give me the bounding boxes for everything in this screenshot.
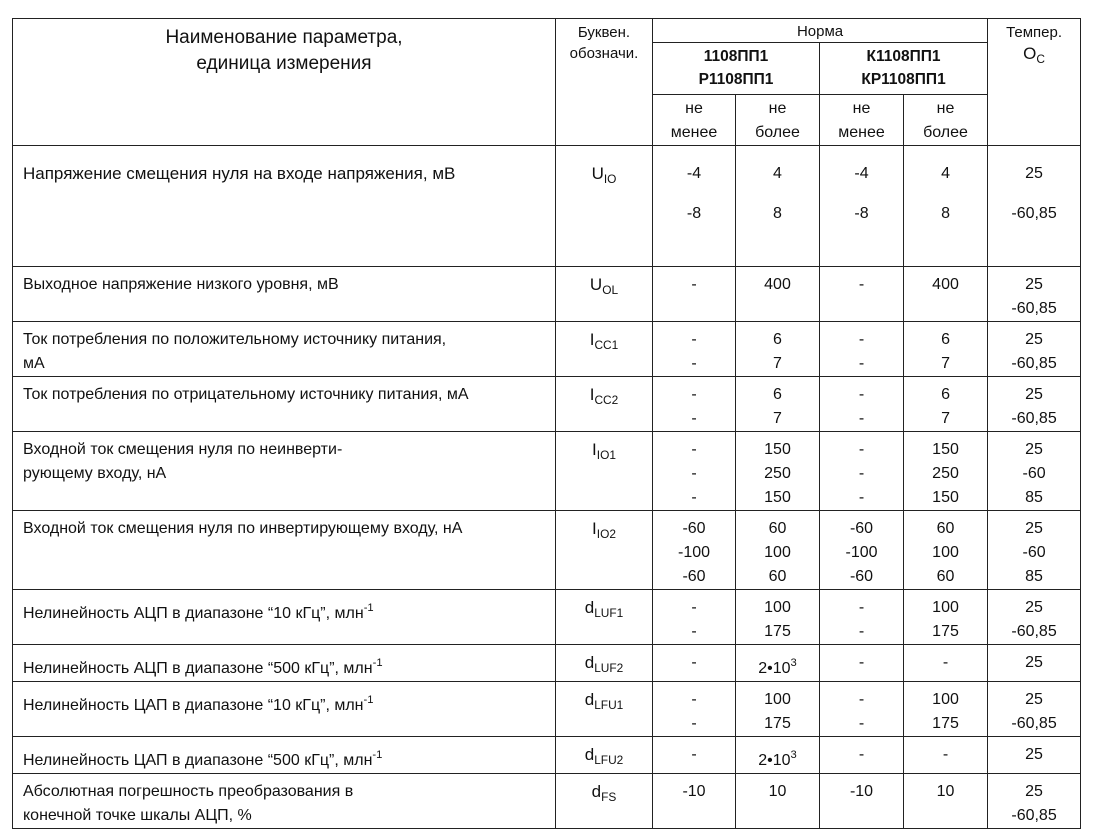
- table-row: [13, 590, 1081, 645]
- header-max-2: не более: [904, 95, 988, 146]
- min-value-2: -4 -8: [820, 146, 904, 267]
- min-value-1: -4 -8: [653, 146, 736, 267]
- temperature-value: 25 -60,85: [988, 774, 1081, 829]
- max-value-2: 400: [904, 267, 988, 322]
- table-row: [13, 774, 1081, 829]
- min-value-1: -: [653, 645, 736, 682]
- max-value-2: 6 7: [904, 322, 988, 377]
- table-row: [13, 511, 1081, 590]
- temperature-value: 25: [988, 737, 1081, 774]
- header-temperature-unit: $O_C$: [1023, 44, 1045, 66]
- parameter-name: Напряжение смещения нуля на входе напряжения, мВ: [13, 146, 556, 267]
- symbol: $d_{FS}$: [556, 774, 653, 829]
- max-value-2: -: [904, 645, 988, 682]
- parameter-name: Нелинейность ЦАП в диапазоне “500 кГц”, млн$^{-1}$: [13, 737, 556, 774]
- min-value-2: -10: [820, 774, 904, 829]
- min-value-1: - -: [653, 590, 736, 645]
- max-value-2: 60 100 60: [904, 511, 988, 590]
- header-max-1: не более: [736, 95, 820, 146]
- max-value-1: 6 7: [736, 322, 820, 377]
- max-value-1: 100 175: [736, 682, 820, 737]
- max-value-2: 6 7: [904, 377, 988, 432]
- table-row: [13, 146, 1081, 267]
- symbol: $d_{LUF1}$: [556, 590, 653, 645]
- temperature-value: 25 -60,85: [988, 682, 1081, 737]
- header-parameter-line1: Наименование параметра,: [165, 27, 403, 48]
- symbol: $d_{LFU1}$: [556, 682, 653, 737]
- min-value-2: -: [820, 737, 904, 774]
- min-value-1: -: [653, 737, 736, 774]
- parameter-name: Нелинейность АЦП в диапазоне “10 кГц”, млн$^{-1}$: [13, 590, 556, 645]
- min-value-2: - -: [820, 377, 904, 432]
- header-temperature: [988, 19, 1081, 146]
- header-symbol-line2: обозначи.: [569, 45, 639, 62]
- temperature-value: 25 -60,85: [988, 377, 1081, 432]
- max-value-1: 4 8: [736, 146, 820, 267]
- symbol: $d_{LFU2}$: [556, 737, 653, 774]
- parameter-name: Выходное напряжение низкого уровня, мВ: [13, 267, 556, 322]
- symbol: $I_{CC2}$: [556, 377, 653, 432]
- parameter-name: Нелинейность ЦАП в диапазоне “10 кГц”, млн$^{-1}$: [13, 682, 556, 737]
- parameter-name: Входной ток смещения нуля по инвертирующему входу, нА: [13, 511, 556, 590]
- min-value-2: - -: [820, 322, 904, 377]
- header-parameter: [13, 19, 556, 146]
- max-value-1: 60 100 60: [736, 511, 820, 590]
- min-value-1: -60 -100 -60: [653, 511, 736, 590]
- max-value-2: 4 8: [904, 146, 988, 267]
- temperature-value: 25 -60,85: [988, 146, 1081, 267]
- symbol: $U_{IO}$: [556, 146, 653, 267]
- parameter-name: Ток потребления по отрицательному источнику питания, мА: [13, 377, 556, 432]
- header-min-2: не менее: [820, 95, 904, 146]
- min-value-2: - - -: [820, 432, 904, 511]
- symbol: $I_{CC1}$: [556, 322, 653, 377]
- max-value-2: 100 175: [904, 590, 988, 645]
- min-value-2: - -: [820, 682, 904, 737]
- min-value-2: -60 -100 -60: [820, 511, 904, 590]
- temperature-value: 25 -60 85: [988, 511, 1081, 590]
- table-row: [13, 645, 1081, 682]
- header-symbol-line1: Буквен.: [577, 24, 631, 41]
- header-symbol: [556, 19, 653, 146]
- table-row: [13, 682, 1081, 737]
- header-min-1: не менее: [653, 95, 736, 146]
- header-norm: Норма: [653, 19, 988, 43]
- max-value-2: -: [904, 737, 988, 774]
- table-row: [13, 432, 1081, 511]
- min-value-1: - - -: [653, 432, 736, 511]
- min-value-1: - -: [653, 682, 736, 737]
- min-value-1: -10: [653, 774, 736, 829]
- max-value-1: 100 175: [736, 590, 820, 645]
- temperature-value: 25: [988, 645, 1081, 682]
- symbol: $I_{IO1}$: [556, 432, 653, 511]
- parameter-name: Ток потребления по положительному источнику питания, мА: [13, 322, 556, 377]
- parameter-name: Нелинейность АЦП в диапазоне “500 кГц”, млн$^{-1}$: [13, 645, 556, 682]
- max-value-1: 6 7: [736, 377, 820, 432]
- table-row: [13, 267, 1081, 322]
- temperature-value: 25 -60,85: [988, 590, 1081, 645]
- max-value-2: 100 175: [904, 682, 988, 737]
- temperature-value: 25 -60,85: [988, 322, 1081, 377]
- min-value-1: -: [653, 267, 736, 322]
- min-value-2: -: [820, 267, 904, 322]
- table-row: [13, 322, 1081, 377]
- temperature-value: 25 -60 85: [988, 432, 1081, 511]
- symbol: $I_{IO2}$: [556, 511, 653, 590]
- min-value-1: - -: [653, 322, 736, 377]
- parameter-name: Входной ток смещения нуля по неинверти- рующему входу, нА: [13, 432, 556, 511]
- max-value-1: 10: [736, 774, 820, 829]
- min-value-2: - -: [820, 590, 904, 645]
- parameters-table: [12, 18, 1081, 829]
- max-value-2: 10: [904, 774, 988, 829]
- symbol: $U_{OL}$: [556, 267, 653, 322]
- header-group-1-line2: Р1108ПП1: [698, 71, 774, 88]
- symbol: $d_{LUF2}$: [556, 645, 653, 682]
- header-group-2-line1: К1108ПП1: [866, 48, 941, 65]
- min-value-2: -: [820, 645, 904, 682]
- max-value-1: 150 250 150: [736, 432, 820, 511]
- max-value-1: 400: [736, 267, 820, 322]
- table-row: [13, 737, 1081, 774]
- header-group-1-line1: 1108ПП1: [703, 48, 769, 65]
- header-group-2: [820, 43, 988, 95]
- min-value-1: - -: [653, 377, 736, 432]
- header-group-2-line2: КР1108ПП1: [861, 71, 946, 88]
- temperature-value: 25 -60,85: [988, 267, 1081, 322]
- parameter-name: Абсолютная погрешность преобразования в конечной точке шкалы АЦП, %: [13, 774, 556, 829]
- header-parameter-line2: единица измерения: [196, 53, 372, 74]
- header-group-1: [653, 43, 820, 95]
- max-value-1: $2•10^3$: [736, 737, 820, 774]
- max-value-2: 150 250 150: [904, 432, 988, 511]
- table-row: [13, 377, 1081, 432]
- max-value-1: $2•10^3$: [736, 645, 820, 682]
- header-temperature-line1: Темпер.: [1006, 24, 1063, 41]
